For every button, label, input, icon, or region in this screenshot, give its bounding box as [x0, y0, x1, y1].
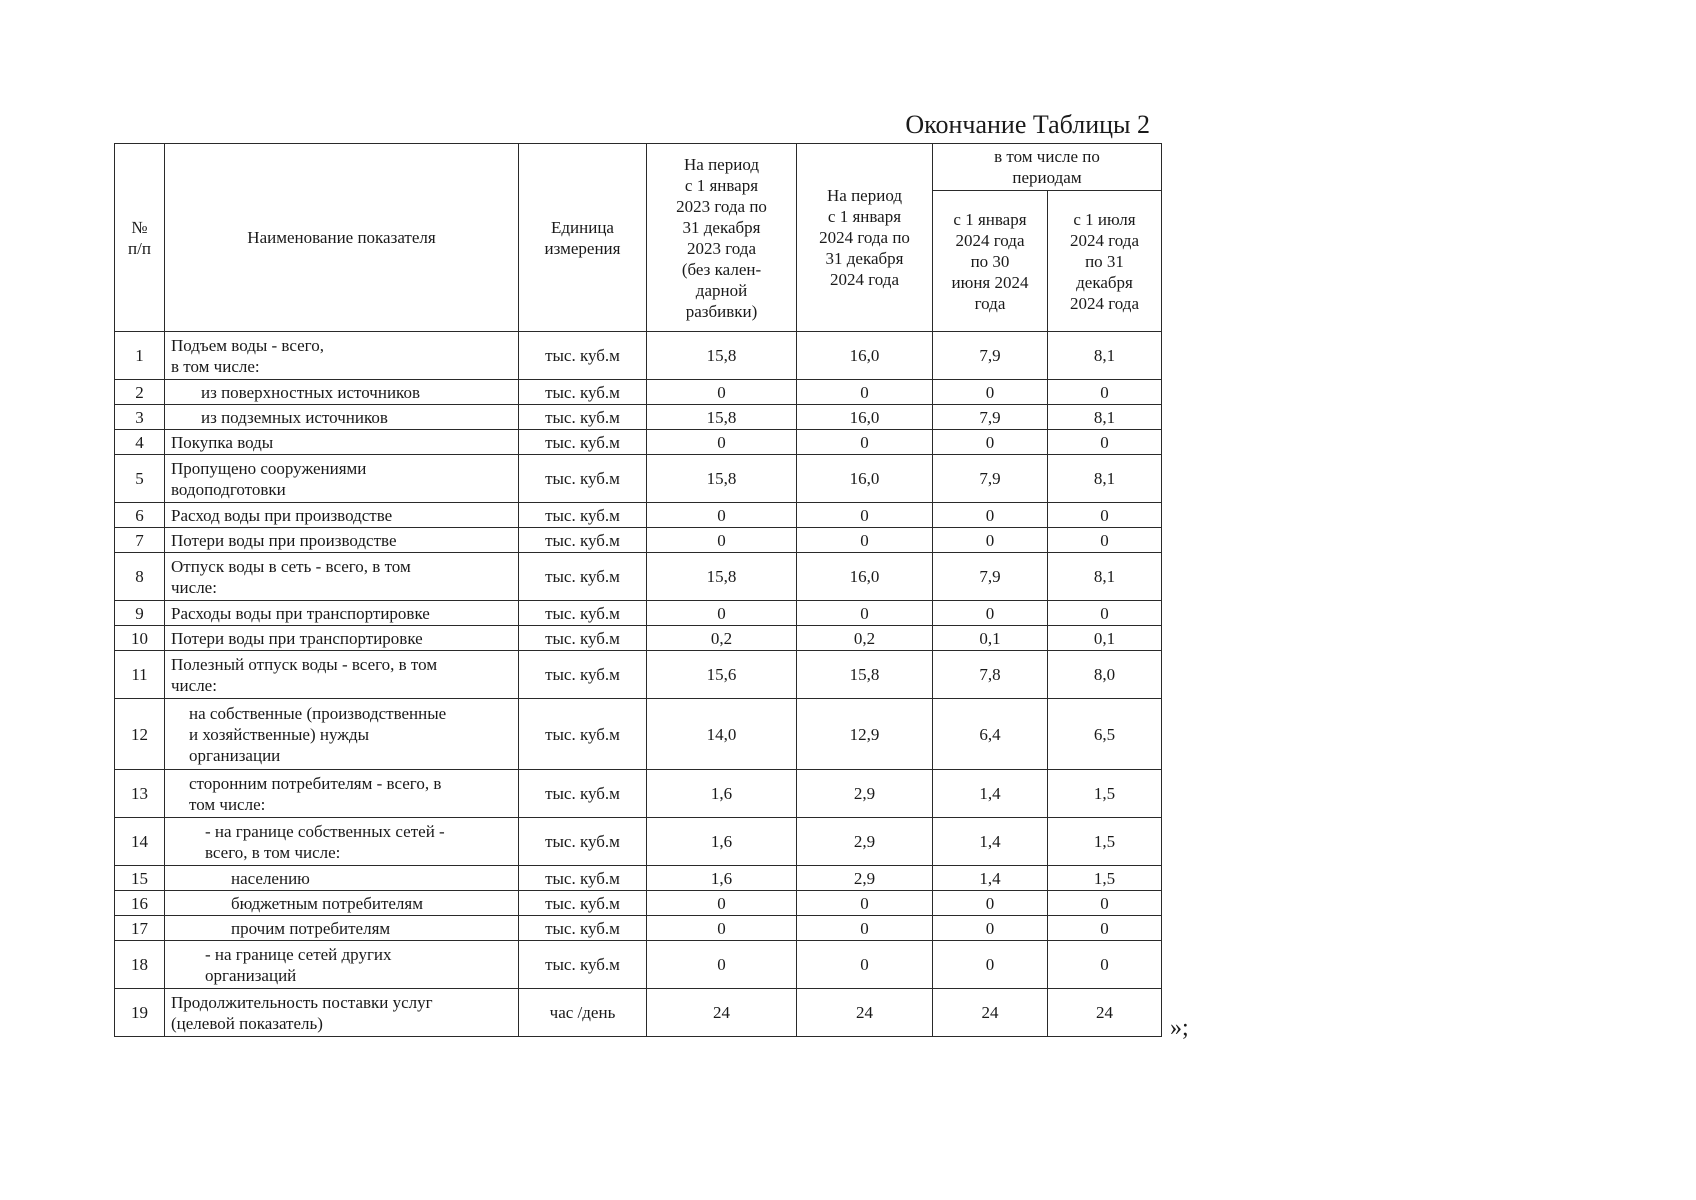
value-2024-h1: 1,4 — [933, 770, 1048, 818]
row-number: 9 — [115, 601, 165, 626]
table-row — [115, 891, 1162, 916]
value-2024: 0,2 — [797, 626, 933, 651]
value-2023: 14,0 — [647, 699, 797, 770]
value-2024-h2: 1,5 — [1048, 818, 1162, 866]
closing-quote: »; — [1170, 1015, 1189, 1041]
row-number: 11 — [115, 651, 165, 699]
value-2024-h2: 0 — [1048, 601, 1162, 626]
indicator-name: Продолжительность поставки услуг (целевой показатель) — [165, 989, 519, 1037]
value-2024: 16,0 — [797, 332, 933, 380]
indicator-name: из поверхностных источников — [165, 380, 519, 405]
header-unit: Единица измерения — [519, 144, 647, 332]
value-2023: 0 — [647, 941, 797, 989]
unit-cell: тыс. куб.м — [519, 651, 647, 699]
unit-cell: тыс. куб.м — [519, 553, 647, 601]
row-number: 1 — [115, 332, 165, 380]
value-2024: 0 — [797, 380, 933, 405]
value-2024: 0 — [797, 891, 933, 916]
table-row — [115, 866, 1162, 891]
table-row — [115, 699, 1162, 770]
value-2024-h2: 0 — [1048, 430, 1162, 455]
value-2024-h1: 0 — [933, 601, 1048, 626]
value-2024-h2: 0 — [1048, 503, 1162, 528]
table-row — [115, 380, 1162, 405]
indicator-name: Потери воды при производстве — [165, 528, 519, 553]
table-row — [115, 626, 1162, 651]
indicator-name: из подземных источников — [165, 405, 519, 430]
row-number: 2 — [115, 380, 165, 405]
value-2024: 0 — [797, 601, 933, 626]
unit-cell: тыс. куб.м — [519, 891, 647, 916]
indicator-name: на собственные (производственные и хозяйственные) нужды организации — [165, 699, 519, 770]
header-period-2023: На период с 1 января 2023 года по 31 декабря 2023 года (без кален- дарной разбивки) — [647, 144, 797, 332]
table-row — [115, 332, 1162, 380]
value-2024-h2: 8,0 — [1048, 651, 1162, 699]
table-row — [115, 553, 1162, 601]
value-2024: 16,0 — [797, 405, 933, 430]
value-2024: 2,9 — [797, 818, 933, 866]
value-2024: 0 — [797, 916, 933, 941]
value-2024: 0 — [797, 528, 933, 553]
header-period-2024: На период с 1 января 2024 года по 31 декабря 2024 года — [797, 144, 933, 332]
table-row — [115, 941, 1162, 989]
value-2024-h2: 8,1 — [1048, 332, 1162, 380]
value-2024-h2: 8,1 — [1048, 455, 1162, 503]
header-num: № п/п — [115, 144, 165, 332]
indicator-name: Расходы воды при транспортировке — [165, 601, 519, 626]
unit-cell: тыс. куб.м — [519, 770, 647, 818]
value-2024: 0 — [797, 430, 933, 455]
indicator-name: бюджетным потребителям — [165, 891, 519, 916]
value-2023: 0 — [647, 430, 797, 455]
indicator-name: Подъем воды - всего, в том числе: — [165, 332, 519, 380]
value-2024-h2: 1,5 — [1048, 866, 1162, 891]
value-2024: 12,9 — [797, 699, 933, 770]
table-row — [115, 651, 1162, 699]
row-number: 4 — [115, 430, 165, 455]
unit-cell: час /день — [519, 989, 647, 1037]
row-number: 5 — [115, 455, 165, 503]
header-subperiod-h1: с 1 января 2024 года по 30 июня 2024 года — [933, 191, 1048, 332]
value-2023: 0,2 — [647, 626, 797, 651]
value-2023: 15,8 — [647, 405, 797, 430]
row-number: 14 — [115, 818, 165, 866]
indicator-name: Потери воды при транспортировке — [165, 626, 519, 651]
value-2024-h2: 0 — [1048, 528, 1162, 553]
value-2024-h1: 0 — [933, 916, 1048, 941]
value-2024-h1: 1,4 — [933, 866, 1048, 891]
indicator-name: - на границе сетей других организаций — [165, 941, 519, 989]
unit-cell: тыс. куб.м — [519, 601, 647, 626]
unit-cell: тыс. куб.м — [519, 405, 647, 430]
value-2023: 0 — [647, 380, 797, 405]
table-row — [115, 455, 1162, 503]
unit-cell: тыс. куб.м — [519, 866, 647, 891]
value-2024: 16,0 — [797, 455, 933, 503]
value-2024-h1: 0,1 — [933, 626, 1048, 651]
value-2024-h1: 24 — [933, 989, 1048, 1037]
header-subperiods: в том числе по периодам — [933, 144, 1162, 191]
table-row — [115, 818, 1162, 866]
value-2024-h1: 0 — [933, 503, 1048, 528]
row-number: 6 — [115, 503, 165, 528]
table-row — [115, 503, 1162, 528]
table-caption: Окончание Таблицы 2 — [905, 110, 1150, 139]
row-number: 16 — [115, 891, 165, 916]
value-2024-h2: 0 — [1048, 916, 1162, 941]
value-2024-h1: 0 — [933, 528, 1048, 553]
row-number: 12 — [115, 699, 165, 770]
value-2023: 1,6 — [647, 818, 797, 866]
value-2023: 1,6 — [647, 866, 797, 891]
table-row — [115, 989, 1162, 1037]
value-2024-h2: 24 — [1048, 989, 1162, 1037]
value-2024-h2: 0 — [1048, 891, 1162, 916]
value-2024-h1: 0 — [933, 891, 1048, 916]
value-2024: 2,9 — [797, 770, 933, 818]
value-2024-h1: 6,4 — [933, 699, 1048, 770]
value-2024-h2: 0,1 — [1048, 626, 1162, 651]
value-2024-h2: 0 — [1048, 941, 1162, 989]
row-number: 10 — [115, 626, 165, 651]
value-2023: 15,8 — [647, 332, 797, 380]
unit-cell: тыс. куб.м — [519, 430, 647, 455]
table-row — [115, 528, 1162, 553]
unit-cell: тыс. куб.м — [519, 626, 647, 651]
value-2024-h1: 0 — [933, 941, 1048, 989]
value-2023: 15,8 — [647, 553, 797, 601]
indicator-name: Покупка воды — [165, 430, 519, 455]
table-row — [115, 916, 1162, 941]
value-2023: 1,6 — [647, 770, 797, 818]
unit-cell: тыс. куб.м — [519, 699, 647, 770]
unit-cell: тыс. куб.м — [519, 818, 647, 866]
row-number: 15 — [115, 866, 165, 891]
value-2024: 15,8 — [797, 651, 933, 699]
value-2024: 24 — [797, 989, 933, 1037]
table-row — [115, 770, 1162, 818]
value-2024-h2: 1,5 — [1048, 770, 1162, 818]
value-2024-h1: 7,9 — [933, 553, 1048, 601]
row-number: 8 — [115, 553, 165, 601]
value-2024-h1: 7,9 — [933, 455, 1048, 503]
value-2024-h2: 6,5 — [1048, 699, 1162, 770]
value-2024-h2: 0 — [1048, 380, 1162, 405]
unit-cell: тыс. куб.м — [519, 916, 647, 941]
value-2024-h2: 8,1 — [1048, 553, 1162, 601]
row-number: 17 — [115, 916, 165, 941]
table-row — [115, 430, 1162, 455]
value-2024-h1: 0 — [933, 380, 1048, 405]
water-indicators-table — [114, 143, 1162, 1037]
value-2023: 0 — [647, 916, 797, 941]
row-number: 3 — [115, 405, 165, 430]
value-2024-h1: 7,8 — [933, 651, 1048, 699]
unit-cell: тыс. куб.м — [519, 528, 647, 553]
indicator-name: Расход воды при производстве — [165, 503, 519, 528]
unit-cell: тыс. куб.м — [519, 941, 647, 989]
unit-cell: тыс. куб.м — [519, 332, 647, 380]
row-number: 19 — [115, 989, 165, 1037]
indicator-name: прочим потребителям — [165, 916, 519, 941]
indicator-name: Отпуск воды в сеть - всего, в том числе: — [165, 553, 519, 601]
value-2023: 24 — [647, 989, 797, 1037]
value-2023: 15,6 — [647, 651, 797, 699]
value-2024: 0 — [797, 941, 933, 989]
indicator-name: - на границе собственных сетей - всего, в том числе: — [165, 818, 519, 866]
value-2024: 0 — [797, 503, 933, 528]
table-row — [115, 601, 1162, 626]
value-2023: 0 — [647, 503, 797, 528]
value-2023: 0 — [647, 528, 797, 553]
value-2024-h2: 8,1 — [1048, 405, 1162, 430]
value-2024-h1: 1,4 — [933, 818, 1048, 866]
indicator-name: Полезный отпуск воды - всего, в том числе: — [165, 651, 519, 699]
indicator-name: Пропущено сооружениями водоподготовки — [165, 455, 519, 503]
unit-cell: тыс. куб.м — [519, 380, 647, 405]
value-2023: 15,8 — [647, 455, 797, 503]
row-number: 13 — [115, 770, 165, 818]
table-row — [115, 405, 1162, 430]
row-number: 7 — [115, 528, 165, 553]
indicator-name: сторонним потребителям - всего, в том числе: — [165, 770, 519, 818]
value-2023: 0 — [647, 891, 797, 916]
value-2024-h1: 7,9 — [933, 405, 1048, 430]
value-2024: 16,0 — [797, 553, 933, 601]
indicator-name: населению — [165, 866, 519, 891]
value-2024: 2,9 — [797, 866, 933, 891]
header-name: Наименование показателя — [165, 144, 519, 332]
value-2024-h1: 0 — [933, 430, 1048, 455]
value-2024-h1: 7,9 — [933, 332, 1048, 380]
value-2023: 0 — [647, 601, 797, 626]
row-number: 18 — [115, 941, 165, 989]
unit-cell: тыс. куб.м — [519, 455, 647, 503]
header-subperiod-h2: с 1 июля 2024 года по 31 декабря 2024 года — [1048, 191, 1162, 332]
unit-cell: тыс. куб.м — [519, 503, 647, 528]
